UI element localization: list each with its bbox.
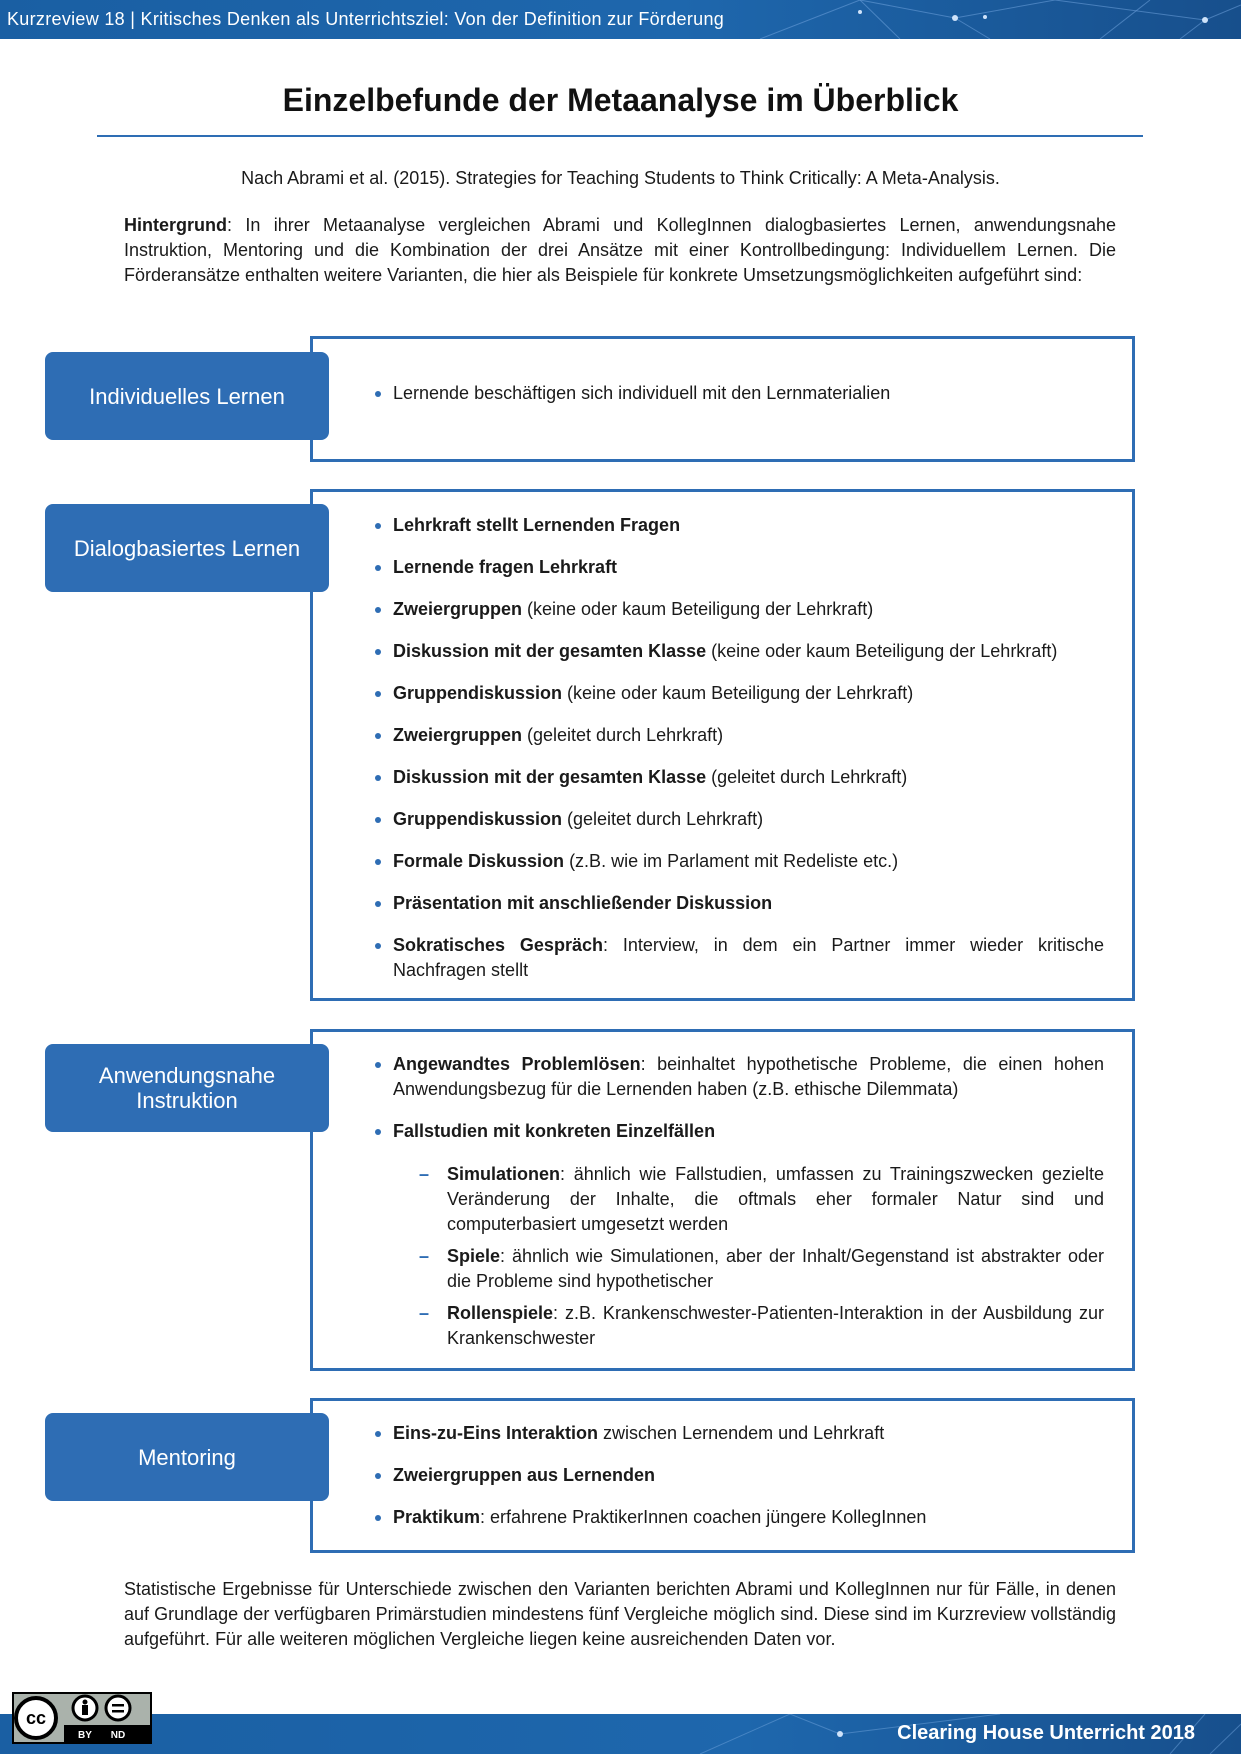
list-item: Zweiergruppen (geleitet durch Lehrkraft) (375, 723, 1104, 748)
list-item: Lernende beschäftigen sich individuell mit den Lernmaterialien (375, 381, 1104, 406)
sublist-item: – Rollenspiele: z.B. Krankenschwester-Patienten-Interaktion in der Ausbildung zur Krankenschwester (419, 1301, 1104, 1351)
sublist-item: – Simulationen: ähnlich wie Fallstudien, umfassen zu Trainingszwecken gezielte Veränderung der Inhalte, die oftmals eher formaler Natur sind und computerbasiert umgesetzt werden (419, 1162, 1104, 1237)
footer-bar (0, 1714, 1241, 1754)
list-item: Praktikum: erfahrene PraktikerInnen coachen jüngere KollegInnen (375, 1505, 1104, 1530)
section-label-line: Anwendungsnahe (98, 1063, 276, 1088)
title-divider (97, 135, 1143, 137)
list-item: Gruppendiskussion (geleitet durch Lehrkraft) (375, 807, 1104, 832)
list-item: Präsentation mit anschließender Diskussion (375, 891, 1104, 916)
page-title: Einzelbefunde der Metaanalyse im Überblick (282, 82, 959, 118)
list-item: Eins-zu-Eins Interaktion zwischen Lernendem und Lehrkraft (375, 1421, 1104, 1446)
license-by-label: BY (78, 1730, 92, 1741)
list-item: Lernende fragen Lehrkraft (375, 555, 1104, 580)
intro-text: : In ihrer Metaanalyse vergleichen Abrami und KollegInnen dialogbasiertes Lernen, anwendungsnahe Instruktion, Mentoring und die Kombination der drei Ansätze mit einer Kontrollbedingung: Individuellem Lernen. Die Förderansätze enthalten weitere Varianten, die hier als Beispiele für konkrete Umsetzungsmöglichkeiten aufgeführt sind: (124, 215, 1116, 285)
anwendungsnahe-instruktion-box (310, 1029, 1135, 1371)
list-item: Angewandtes Problemlösen: beinhaltet hypothetische Probleme, die einen hohen Anwendungsbezug für die Lernenden haben (z.B. ethische Dilemmata) (375, 1052, 1104, 1102)
list-item: Sokratisches Gespräch: Interview, in dem ein Partner immer wieder kritische Nachfragen stellt (375, 933, 1104, 983)
list-item: Zweiergruppen (keine oder kaum Beteiligung der Lehrkraft) (375, 597, 1104, 622)
list-item: Zweiergruppen aus Lernenden (375, 1463, 1104, 1488)
section-label-line: Instruktion (136, 1088, 238, 1113)
section-label-dialogbasiertes-lernen: Dialogbasiertes Lernen (45, 504, 329, 592)
footer-credit: Clearing House Unterricht 2018 (897, 1722, 1195, 1744)
intro-paragraph (124, 213, 1116, 288)
mentoring-list (375, 1421, 1104, 1530)
header-bar (0, 0, 1241, 39)
intro-label: Hintergrund (124, 215, 227, 235)
individuelles-lernen-box (310, 336, 1135, 462)
list-item: Lehrkraft stellt Lernenden Fragen (375, 513, 1104, 538)
fallstudien-sublist (419, 1162, 1104, 1351)
list-item: Diskussion mit der gesamten Klasse (keine oder kaum Beteiligung der Lehrkraft) (375, 639, 1104, 664)
closing-paragraph: Statistische Ergebnisse für Unterschiede zwischen den Varianten berichten Abrami und KollegInnen nur für Fälle, in denen auf Grundlage der verfügbaren Primärstudien mindestens fünf Vergleiche möglich sind. Diese sind im Kurzreview vollständig aufgeführt. Für alle weiteren möglichen Vergleiche liegen keine ausreichenden Daten vor. (124, 1579, 1116, 1649)
list-item: Formale Diskussion (z.B. wie im Parlament mit Redeliste etc.) (375, 849, 1104, 874)
sublist-item: – Spiele: ähnlich wie Simulationen, aber der Inhalt/Gegenstand ist abstrakter oder die Probleme sind hypothetischer (419, 1244, 1104, 1294)
section-label-anwendungsnahe-instruktion (45, 1044, 329, 1132)
svg-text:cc: cc (25, 1708, 47, 1728)
license-nd-label: ND (110, 1730, 126, 1741)
citation: Nach Abrami et al. (2015). Strategies for Teaching Students to Think Critically: A Meta-Analysis. (241, 168, 1000, 188)
anwendungsnahe-instruktion-list (375, 1052, 1104, 1161)
mentoring-box (310, 1398, 1135, 1553)
section-label-individuelles-lernen: Individuelles Lernen (45, 352, 329, 440)
list-item: Gruppendiskussion (keine oder kaum Beteiligung der Lehrkraft) (375, 681, 1104, 706)
dialogbasiertes-lernen-box (310, 489, 1135, 1001)
list-item: Fallstudien mit konkreten Einzelfällen (375, 1119, 1104, 1144)
individuelles-lernen-list (375, 381, 1104, 406)
section-label-mentoring: Mentoring (45, 1413, 329, 1501)
dialogbasiertes-lernen-list (375, 513, 1104, 983)
creative-commons-by-nd-icon (12, 1692, 152, 1744)
list-item: Diskussion mit der gesamten Klasse (geleitet durch Lehrkraft) (375, 765, 1104, 790)
running-title: Kurzreview 18 | Kritisches Denken als Unterrichtsziel: Von der Definition zur Förderung (7, 9, 725, 29)
